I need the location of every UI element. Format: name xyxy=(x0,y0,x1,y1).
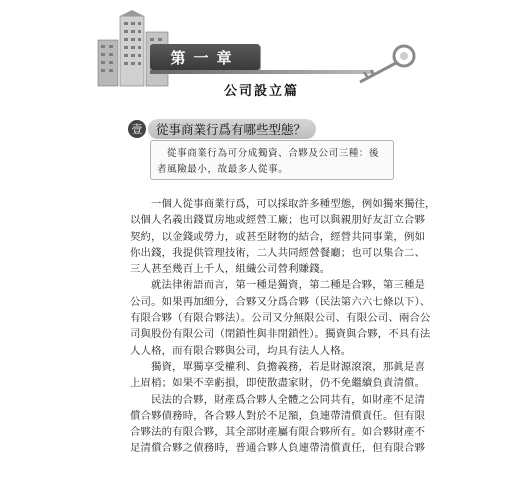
question-text: 從事商業行爲有哪些型態？ xyxy=(148,119,316,139)
answer-summary-box xyxy=(150,140,394,180)
body-line: 以個人名義出錢買房地或經營工廠；也可以與親朋好友訂立合夥 xyxy=(130,214,426,227)
answer-line: 從事商業行為可分成獨資、合夥及公司三種：後 xyxy=(167,148,380,159)
body-text xyxy=(130,196,436,457)
body-line: 就法律術語而言，第一種是獨資，第二種是合夥，第三種是 xyxy=(151,279,426,292)
answer-line: 者風險最小，故最多人從事。 xyxy=(157,164,289,175)
question-badge: 壹 xyxy=(128,120,146,138)
body-line: 民法的合夥，財產爲合夥人全體之公同共有，如財產不足清 xyxy=(151,393,426,406)
body-line: 合夥法的有限合夥，其全部財產屬有限合夥所有。如合夥財產不 xyxy=(130,426,426,439)
body-line: 償合夥債務時，各合夥人對於不足額，負連帶清償責任。但有限 xyxy=(130,409,426,422)
body-line: 一個人從事商業行爲，可以採取許多種型態，例如獨來獨往， xyxy=(151,198,436,210)
question-heading xyxy=(128,118,316,140)
chapter-label: 第一章 xyxy=(170,48,240,67)
key-icon xyxy=(346,38,422,86)
body-line: 三人甚至幾百上千人，組織公司營利賺錢。 xyxy=(130,263,331,276)
body-line: 人人格，而有限合夥與公司，均具有法人人格。 xyxy=(130,344,352,357)
body-line: 司與股份有限公司（閉鎖性與非閉鎖性）。獨資與合夥，不具有法 xyxy=(130,328,431,341)
body-line: 你出錢，我提供管理技術，二人共同經營餐廳；也可以集合二、 xyxy=(130,246,426,259)
body-line: 契約，以金錢或勞力，或甚至財物的結合，經營共同事業，例如 xyxy=(130,230,426,243)
body-line: 足清償合夥之債務時，普通合夥人負連帶清償責任，但有限合夥 xyxy=(130,442,426,455)
chapter-title: 公司設立篇 xyxy=(224,84,300,99)
body-line: 上眉梢；如果不幸虧損，即使散盡家財，仍不免繼續負責清償。 xyxy=(130,377,426,390)
header-rule xyxy=(150,70,374,74)
body-line: 公司。如果再加細分，合夥又分爲合夥（民法第六六七條以下）、 xyxy=(130,295,431,308)
body-line: 獨資，單獨享受權利、負擔義務，若是財源滾滾，那眞是喜 xyxy=(151,360,426,373)
body-line: 有限合夥（有限合夥法）。公司又分無限公司、有限公司、兩合公 xyxy=(130,312,431,325)
chapter-banner xyxy=(150,44,260,70)
